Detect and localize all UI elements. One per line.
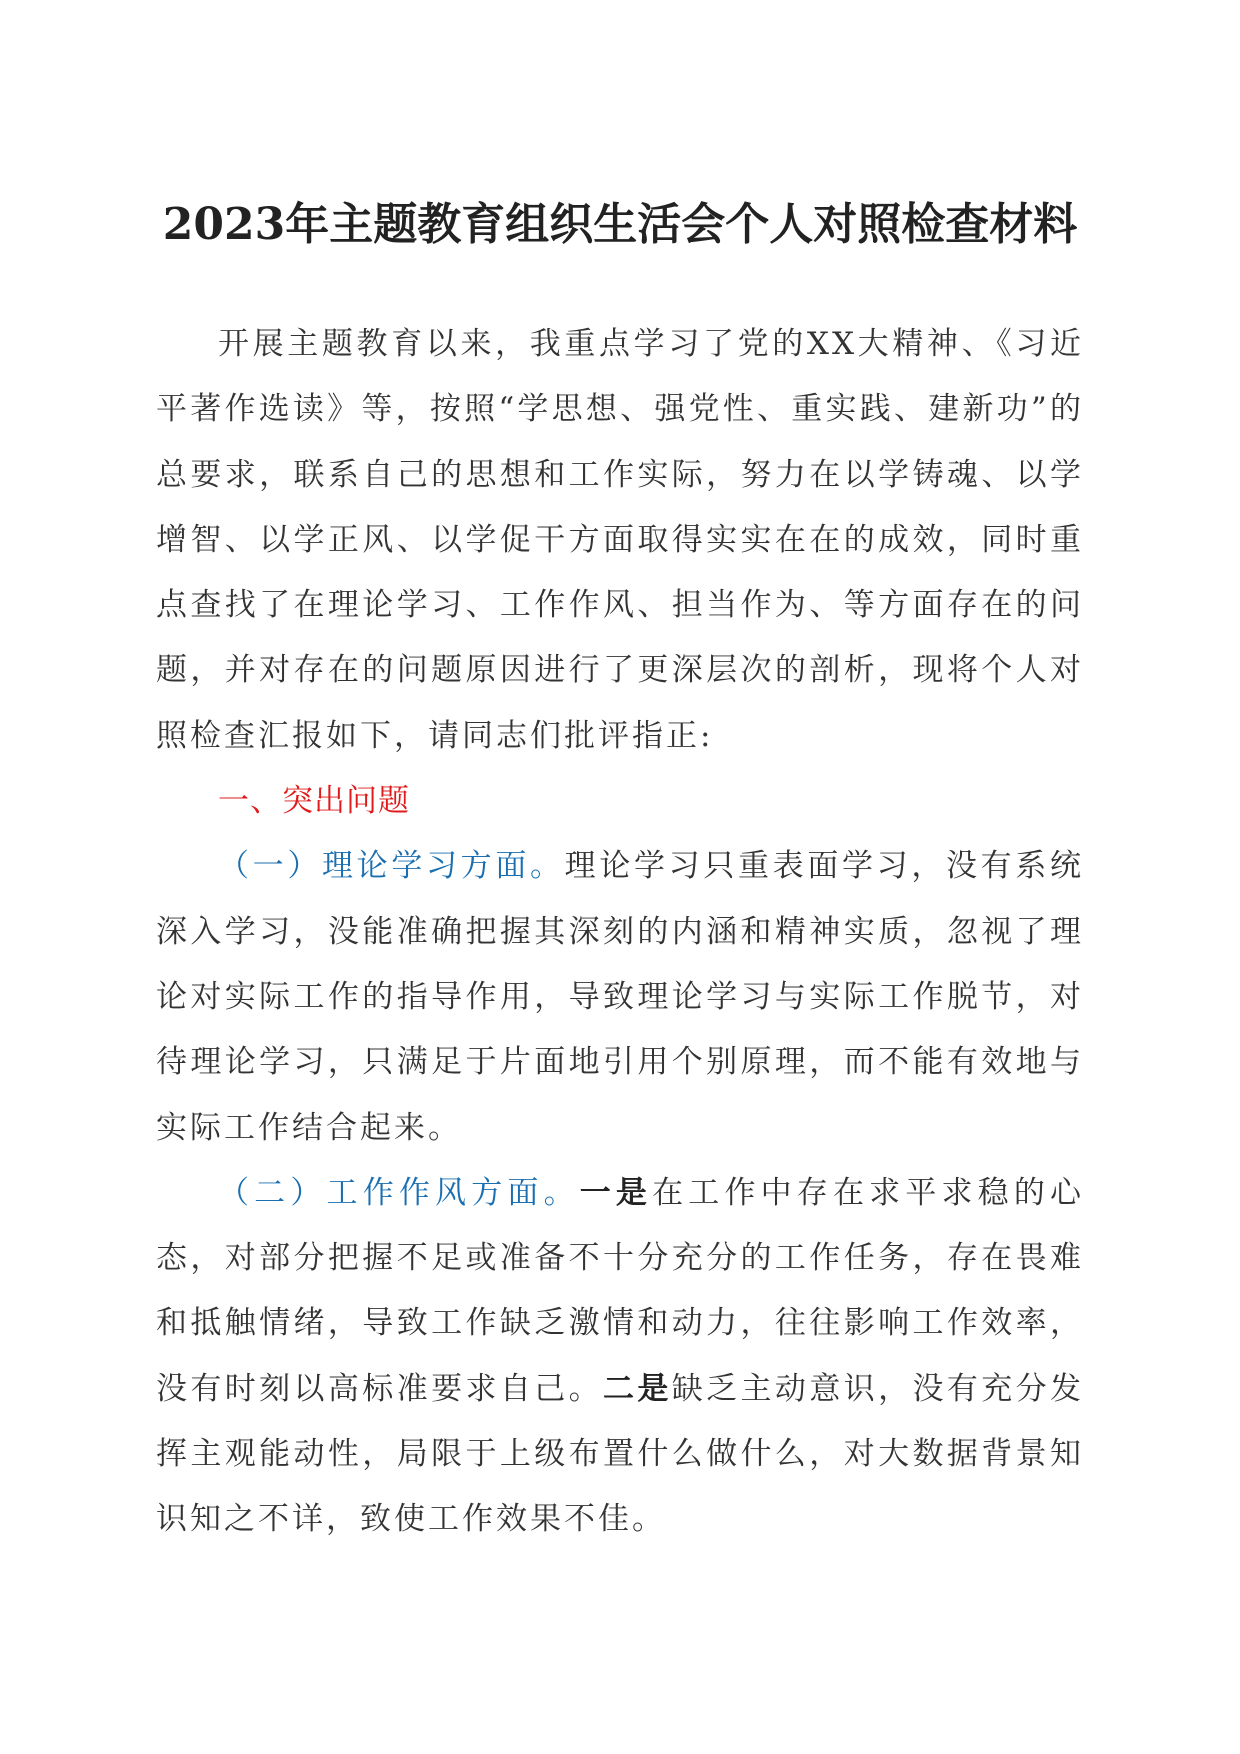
document-body: [156, 312, 1084, 1553]
work-style-label: （二）工作作风方面。: [218, 1174, 580, 1211]
first-point-lead: 一是: [579, 1174, 653, 1211]
theory-study-paragraph: [156, 834, 1084, 1160]
work-style-paragraph: [156, 1161, 1084, 1553]
section-heading: [156, 769, 1084, 834]
second-point-lead: 二是: [603, 1370, 672, 1407]
theory-study-text: 理论学习只重表面学习，没有系统深入学习，没能准确把握其深刻的内涵和精神实质，忽视了理论对实际工作的指导作用，导致理论学习与实际工作脱节，对待理论学习，只满足于片面地引用个别原理，而不能有效地与实际工作结合起来。: [156, 848, 1085, 1146]
first-point-text: 在工作中存在求平求稳的心态，对部分把握不足或准备不十分充分的工作任务，存在畏难和抵触情绪，导致工作缺乏激情和动力，往往影响工作效率，没有时刻以高标准要求自己。: [156, 1174, 1085, 1407]
second-point-text: 缺乏主动意识，没有充分发挥主观能动性，局限于上级布置什么做什么，对大数据背景知识知之不详，致使工作效果不佳。: [156, 1370, 1085, 1538]
theory-study-label: （一）理论学习方面。: [218, 848, 565, 885]
document-title: 2023年主题教育组织生活会个人对照检查材料: [162, 199, 1078, 250]
intro-paragraph: 开展主题教育以来，我重点学习了党的XX大精神、《习近平著作选读》等，按照“学思想、强党性、重实践、建新功”的总要求，联系自己的思想和工作实际，努力在以学铸魂、以学增智、以学正风、以学促干方面取得实实在在的成效，同时重点查找了在理论学习、工作作风、担当作为、等方面存在的问题，并对存在的问题原因进行了更深层次的剖析，现将个人对照检查汇报如下，请同志们批评指正:: [156, 326, 1084, 754]
section-heading-text: 一、突出问题: [218, 783, 410, 820]
